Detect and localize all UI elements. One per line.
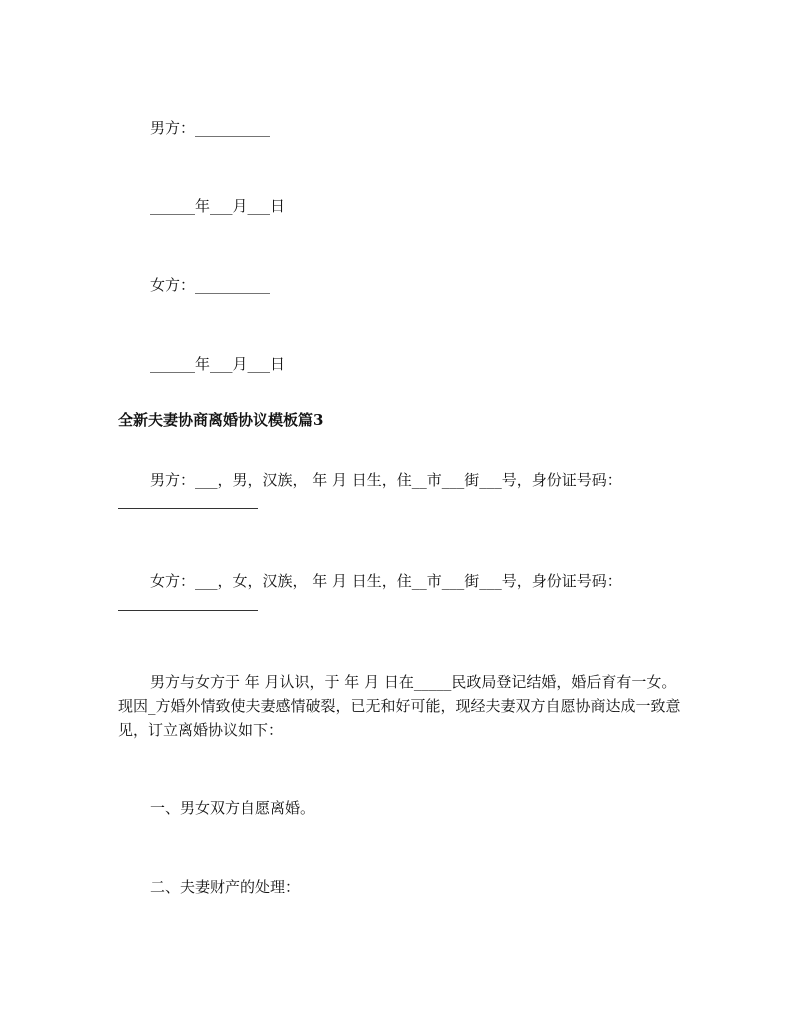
party-male-info: 男方：___，男，汉族， 年 月 日生，住__市___街___号，身份证号码： [150,471,622,489]
signature-female-label: 女方： [150,276,196,294]
signature-male-line [118,116,715,140]
party-male-id-blank [118,508,258,509]
signature-female-line [118,273,715,297]
party-female-info: 女方：___，女，汉族， 年 月 日生，住__市___街___号，身份证号码： [150,572,622,590]
signature-male-label: 男方： [150,119,196,137]
clause-2: 二、夫妻财产的处理： [150,878,301,896]
signature-male-blank: __________ [195,119,271,137]
date-line-2: ______年___月___日 [150,355,286,373]
section-title: 全新夫妻协商离婚协议模板篇3 [118,411,324,429]
date-line-1: ______年___月___日 [150,197,286,215]
party-female-id-blank [118,610,258,611]
intro-paragraph: 男方与女方于 年 月认识，于 年 月 日在_____民政局登记结婚，婚后育有一女。现因_方婚外情致使夫妻感情破裂，已无和好可能，现经夫妻双方自愿协商达成一致意见，订立离婚协议如下： [118,673,681,739]
clause-1: 一、男女双方自愿离婚。 [150,799,316,817]
signature-female-blank: __________ [195,276,271,294]
